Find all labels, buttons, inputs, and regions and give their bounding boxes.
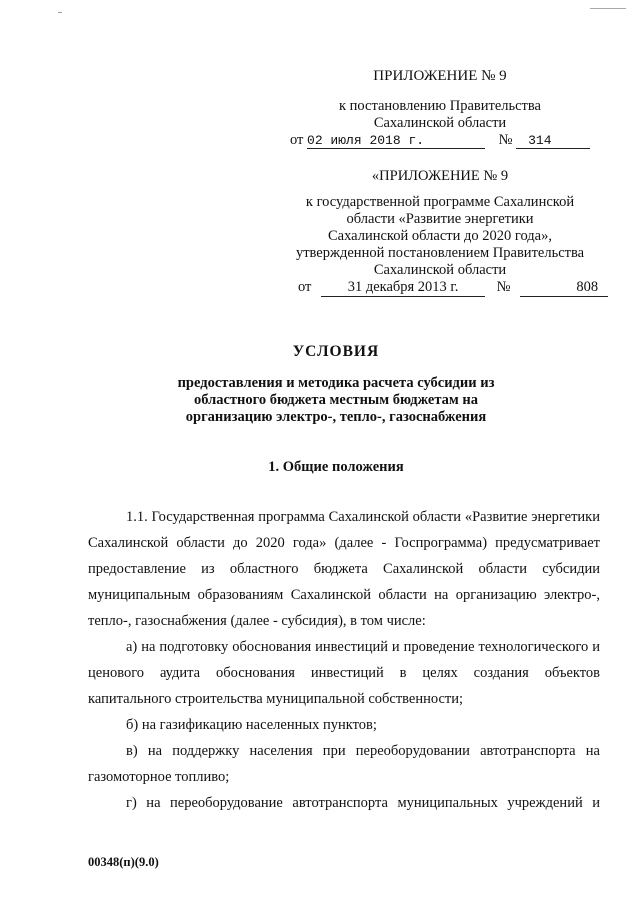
appendix2-line: области «Развитие энергетики <box>346 211 534 227</box>
document-code: 00348(п)(9.0) <box>88 855 159 869</box>
appendix-resolution-ref <box>275 98 605 132</box>
paragraph-b: б) на газификацию населенных пунктов; <box>126 717 377 733</box>
appendix-title: ПРИЛОЖЕНИЕ № 9 <box>373 68 507 84</box>
scan-mark <box>58 12 62 13</box>
appendix2-number <box>520 279 608 297</box>
appendix-date <box>307 133 485 149</box>
subtitle-line: предоставления и методика расчета субсидии из <box>177 375 495 391</box>
appendix2-date-value: 31 декабря 2013 г. <box>347 279 459 295</box>
appendix-line: Сахалинской области <box>373 115 507 131</box>
appendix2-date-row <box>298 279 608 297</box>
paragraph-g: г) на переоборудование автотранспорта муниципальных учреждений и <box>126 795 600 811</box>
document-subtitle <box>70 375 602 426</box>
section-heading: 1. Общие положения <box>268 459 404 475</box>
paragraph-a: а) на подготовку обоснования инвестиций и проведение технологического и ценового аудита обоснования инвестиций в целях создания объектов капитального строительства муниципальной собственности; <box>88 639 600 707</box>
document-title: УСЛОВИЯ <box>292 343 380 360</box>
appendix2-line: к государственной программе Сахалинской <box>305 194 575 210</box>
paragraph-1-1: 1.1. Государственная программа Сахалинской области «Развитие энергетики Сахалинской области до 2020 года» (далее - Госпрограмма) предусматривает предоставление из областного бюджета Сахалинской области субсидии муниципальным образованиям Сахалинской области на организацию электро-, тепло-, газоснабжения (далее - субсидия), в том числе: <box>88 509 600 629</box>
appendix2-line: утвержденной постановлением Правительства <box>295 245 585 261</box>
number-label: № <box>496 279 511 295</box>
number-label: № <box>498 132 513 148</box>
paragraph-v: в) на поддержку населения при переоборудовании автотранспорта на газомоторное топливо; <box>88 743 600 785</box>
appendix2-header <box>275 168 605 185</box>
appendix2-number-value: 808 <box>576 279 599 295</box>
appendix-number-value: 314 <box>528 133 552 148</box>
appendix-number <box>516 133 590 149</box>
appendix2-program-ref <box>275 194 605 279</box>
scan-mark <box>590 8 626 9</box>
document-body <box>88 504 600 816</box>
appendix2-line: Сахалинской области до 2020 года», <box>328 228 552 244</box>
subtitle-line: организацию электро-, тепло-, газоснабжения <box>185 409 487 425</box>
subtitle-line: областного бюджета местным бюджетам на <box>193 392 479 408</box>
appendix2-line: Сахалинской области <box>373 262 507 278</box>
appendix-date-value: 02 июля 2018 г. <box>307 133 425 148</box>
appendix2-title: «ПРИЛОЖЕНИЕ № 9 <box>371 168 509 184</box>
appendix-line: к постановлению Правительства <box>339 98 541 114</box>
from-label: от <box>290 132 304 148</box>
appendix-header <box>275 68 605 85</box>
document-title-block <box>70 343 602 360</box>
appendix-date-row <box>290 132 590 149</box>
appendix2-date <box>321 279 485 297</box>
from-label: от <box>298 279 312 295</box>
